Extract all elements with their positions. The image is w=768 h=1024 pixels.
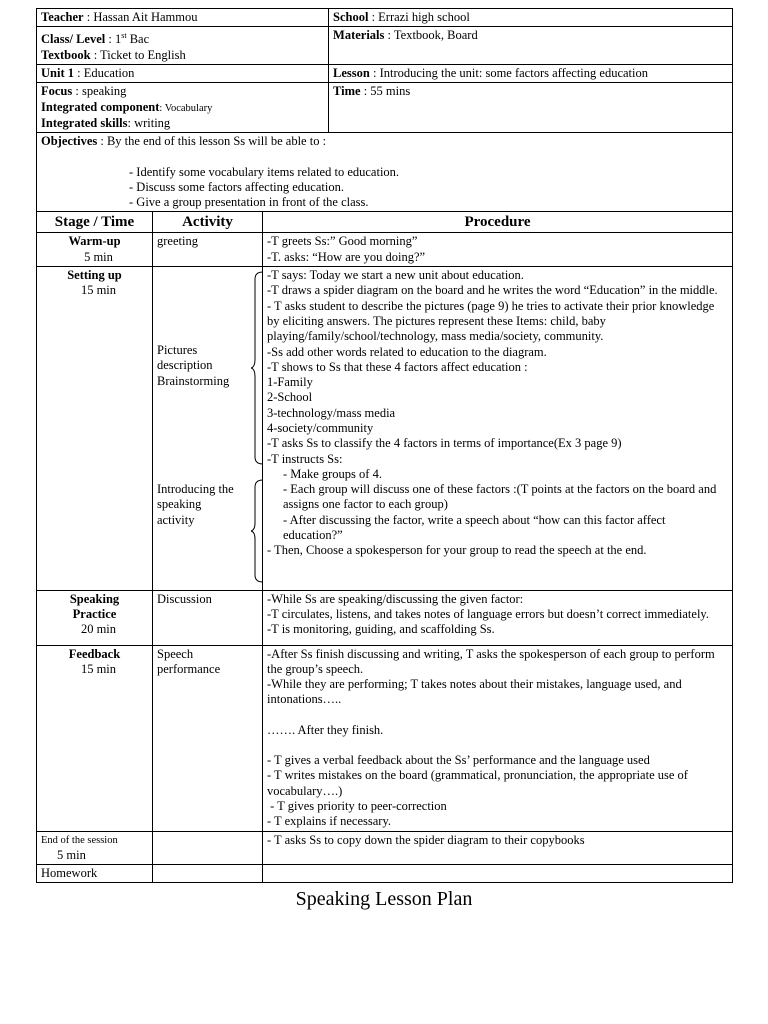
end-activity [153,831,263,865]
procedure-line: ……. After they finish. [267,722,384,737]
school-value: : Errazi high school [368,10,470,24]
end-procedure: - T asks Ss to copy down the spider diagram to their copybooks [263,831,733,865]
speaking-stage-2: Practice [72,606,117,621]
activity-line: activity [157,512,195,527]
warmup-activity: greeting [153,233,263,267]
procedure-line: -While Ss are speaking/discussing the given factor: [267,591,524,606]
column-header-activity: Activity [153,212,263,233]
procedure-line: -T shows to Ss that these 4 factors affect education : [267,359,528,374]
feedback-stage: Feedback [68,646,121,661]
procedure-line: 3-technology/mass media [267,405,396,420]
procedure-line: - T explains if necessary. [267,814,392,829]
brace-icon [251,479,265,583]
focus-row [37,83,733,133]
procedure-line: -T. asks: “How are you doing?” [267,249,426,264]
feedback-row [37,645,733,831]
unit-value: : Education [74,66,135,81]
procedure-line: - T writes mistakes on the board (grammatical, pronunciation, the appropriate use of vocabulary….) [267,768,688,798]
objectives-intro: : By the end of this lesson Ss will be able to : [97,134,327,149]
activity-line: speaking [157,497,202,512]
speaking-activity: Discussion [153,590,263,645]
activity-line: description [157,358,213,373]
end-stage-cell [37,831,153,865]
settingup-stage-cell [37,267,153,591]
end-stage: End of the session [41,834,118,846]
procedure-line: -After Ss finish discussing and writing, T asks the spokesperson of each group to perform the group’s speech. [267,646,715,676]
procedure-line: -T asks Ss to classify the 4 factors in terms of importance(Ex 3 page 9) [267,436,622,451]
materials-label: Materials [333,28,385,43]
speaking-procedure [263,590,733,645]
procedure-line: - T asks student to describe the pictures (page 9) he tries to activate their prior knowledge by eliciting answers. The pictures represent these Items: child, baby playing/family/school/technology, mass media/society, community. [267,298,715,344]
lesson-cell [329,65,733,83]
procedure-line: -While they are performing; T takes notes about their mistakes, language used, and intonations….. [267,677,682,707]
teacher-cell [37,9,329,27]
objectives-cell [37,133,733,212]
feedback-procedure [263,645,733,831]
teacher-label: Teacher [41,10,84,24]
activity-line: Introducing the [157,481,234,496]
feedback-stage-cell [37,645,153,831]
procedure-line: - T gives a verbal feedback about the Ss’ performance and the language used [267,753,650,768]
component-value: : Vocabulary [159,102,213,114]
textbook-label: Textbook [41,47,91,62]
settingup-stage: Setting up [67,268,122,283]
end-row [37,831,733,865]
speaking-stage-cell [37,590,153,645]
end-time: 5 min [57,847,86,862]
homework-row [37,865,733,883]
homework-procedure [263,865,733,883]
homework-stage: Homework [37,865,153,883]
class-value-pre: : 1 [105,32,122,47]
activity-line: Pictures [157,343,198,358]
class-row [37,27,733,65]
procedure-line: 1-Family [267,375,313,390]
activity-line: Brainstorming [157,373,230,388]
feedback-activity-cell [153,645,263,831]
materials-value: : Textbook, Board [384,28,478,43]
procedure-line: -T circulates, listens, and takes notes of language errors but doesn’t correct immediately. [267,606,709,621]
class-value-sup: st [121,31,127,41]
focus-label: Focus [41,84,73,99]
time-cell [329,83,733,133]
settingup-time: 15 min [80,283,117,298]
procedure-line: -T draws a spider diagram on the board and he writes the word “Education” in the middle. [267,283,718,298]
activity-line: Speech [157,646,194,661]
objectives-row [37,133,733,212]
objective-item: - Identify some vocabulary items related to education. [129,164,400,179]
warmup-time: 5 min [84,249,113,264]
focus-cell [37,83,329,133]
column-header-procedure: Procedure [263,212,733,233]
speaking-time: 20 min [80,622,117,637]
activity-line: performance [157,661,221,676]
class-value-post: Bac [126,32,150,47]
procedure-line: - Then, Choose a spokesperson for your group to read the speech at the end. [267,543,647,558]
procedure-line: -T says: Today we start a new unit about education. [267,268,524,283]
warmup-procedure [263,233,733,267]
time-label: Time [333,84,361,99]
procedure-line: -Ss add other words related to education to the diagram. [267,344,547,359]
procedure-line: - Make groups of 4. [283,466,382,481]
teacher-row [37,9,733,27]
teacher-value: : Hassan Ait Hammou [83,10,198,24]
materials-cell [329,27,733,65]
warmup-row [37,233,733,267]
procedure-line: -T instructs Ss: [267,451,343,466]
skills-value: : writing [127,115,171,130]
objective-item: - Give a group presentation in front of the class. [129,195,369,210]
lesson-plan-page [36,8,732,883]
unit-row [37,65,733,83]
column-header-stage: Stage / Time [37,212,153,233]
skills-label: Integrated skills [41,115,128,130]
speaking-row [37,590,733,645]
school-label: School [333,10,369,24]
school-cell [329,9,733,27]
objectives-label: Objectives [41,134,98,149]
unit-cell [37,65,329,83]
lesson-value: : Introducing the unit: some factors affecting education [369,66,648,81]
objective-item: - Discuss some factors affecting education. [129,179,344,194]
time-value: : 55 mins [360,84,411,99]
speaking-stage: Speaking [69,591,120,606]
lesson-label: Lesson [333,66,370,81]
class-cell [37,27,329,65]
warmup-stage: Warm-up [68,234,121,249]
warmup-stage-cell [37,233,153,267]
textbook-value: : Ticket to English [90,47,186,62]
procedure-line: - Each group will discuss one of these factors :(T points at the factors on the board and assigns one factor to each group) [283,482,717,512]
feedback-time: 15 min [80,661,117,676]
page-caption: Speaking Lesson Plan [295,888,473,910]
procedure-line: - After discussing the factor, write a speech about “how can this factor affect education?” [283,512,666,543]
homework-activity [153,865,263,883]
unit-label: Unit 1 [41,66,74,81]
settingup-activity-cell [153,267,263,591]
procedure-line: -T greets Ss:” Good morning” [267,234,418,249]
class-label: Class/ Level [41,32,106,47]
procedure-line: - T gives priority to peer-correction [267,798,447,813]
brace-icon [251,271,265,465]
lesson-plan-table [36,8,733,883]
procedure-line: 2-School [267,390,313,405]
settingup-row [37,267,733,591]
column-header-row [37,212,733,233]
settingup-procedure [263,267,733,591]
procedure-line: -T is monitoring, guiding, and scaffolding Ss. [267,622,495,637]
procedure-line: 4-society/community [267,420,374,435]
focus-value: : speaking [72,84,127,99]
component-label: Integrated component [41,99,160,114]
